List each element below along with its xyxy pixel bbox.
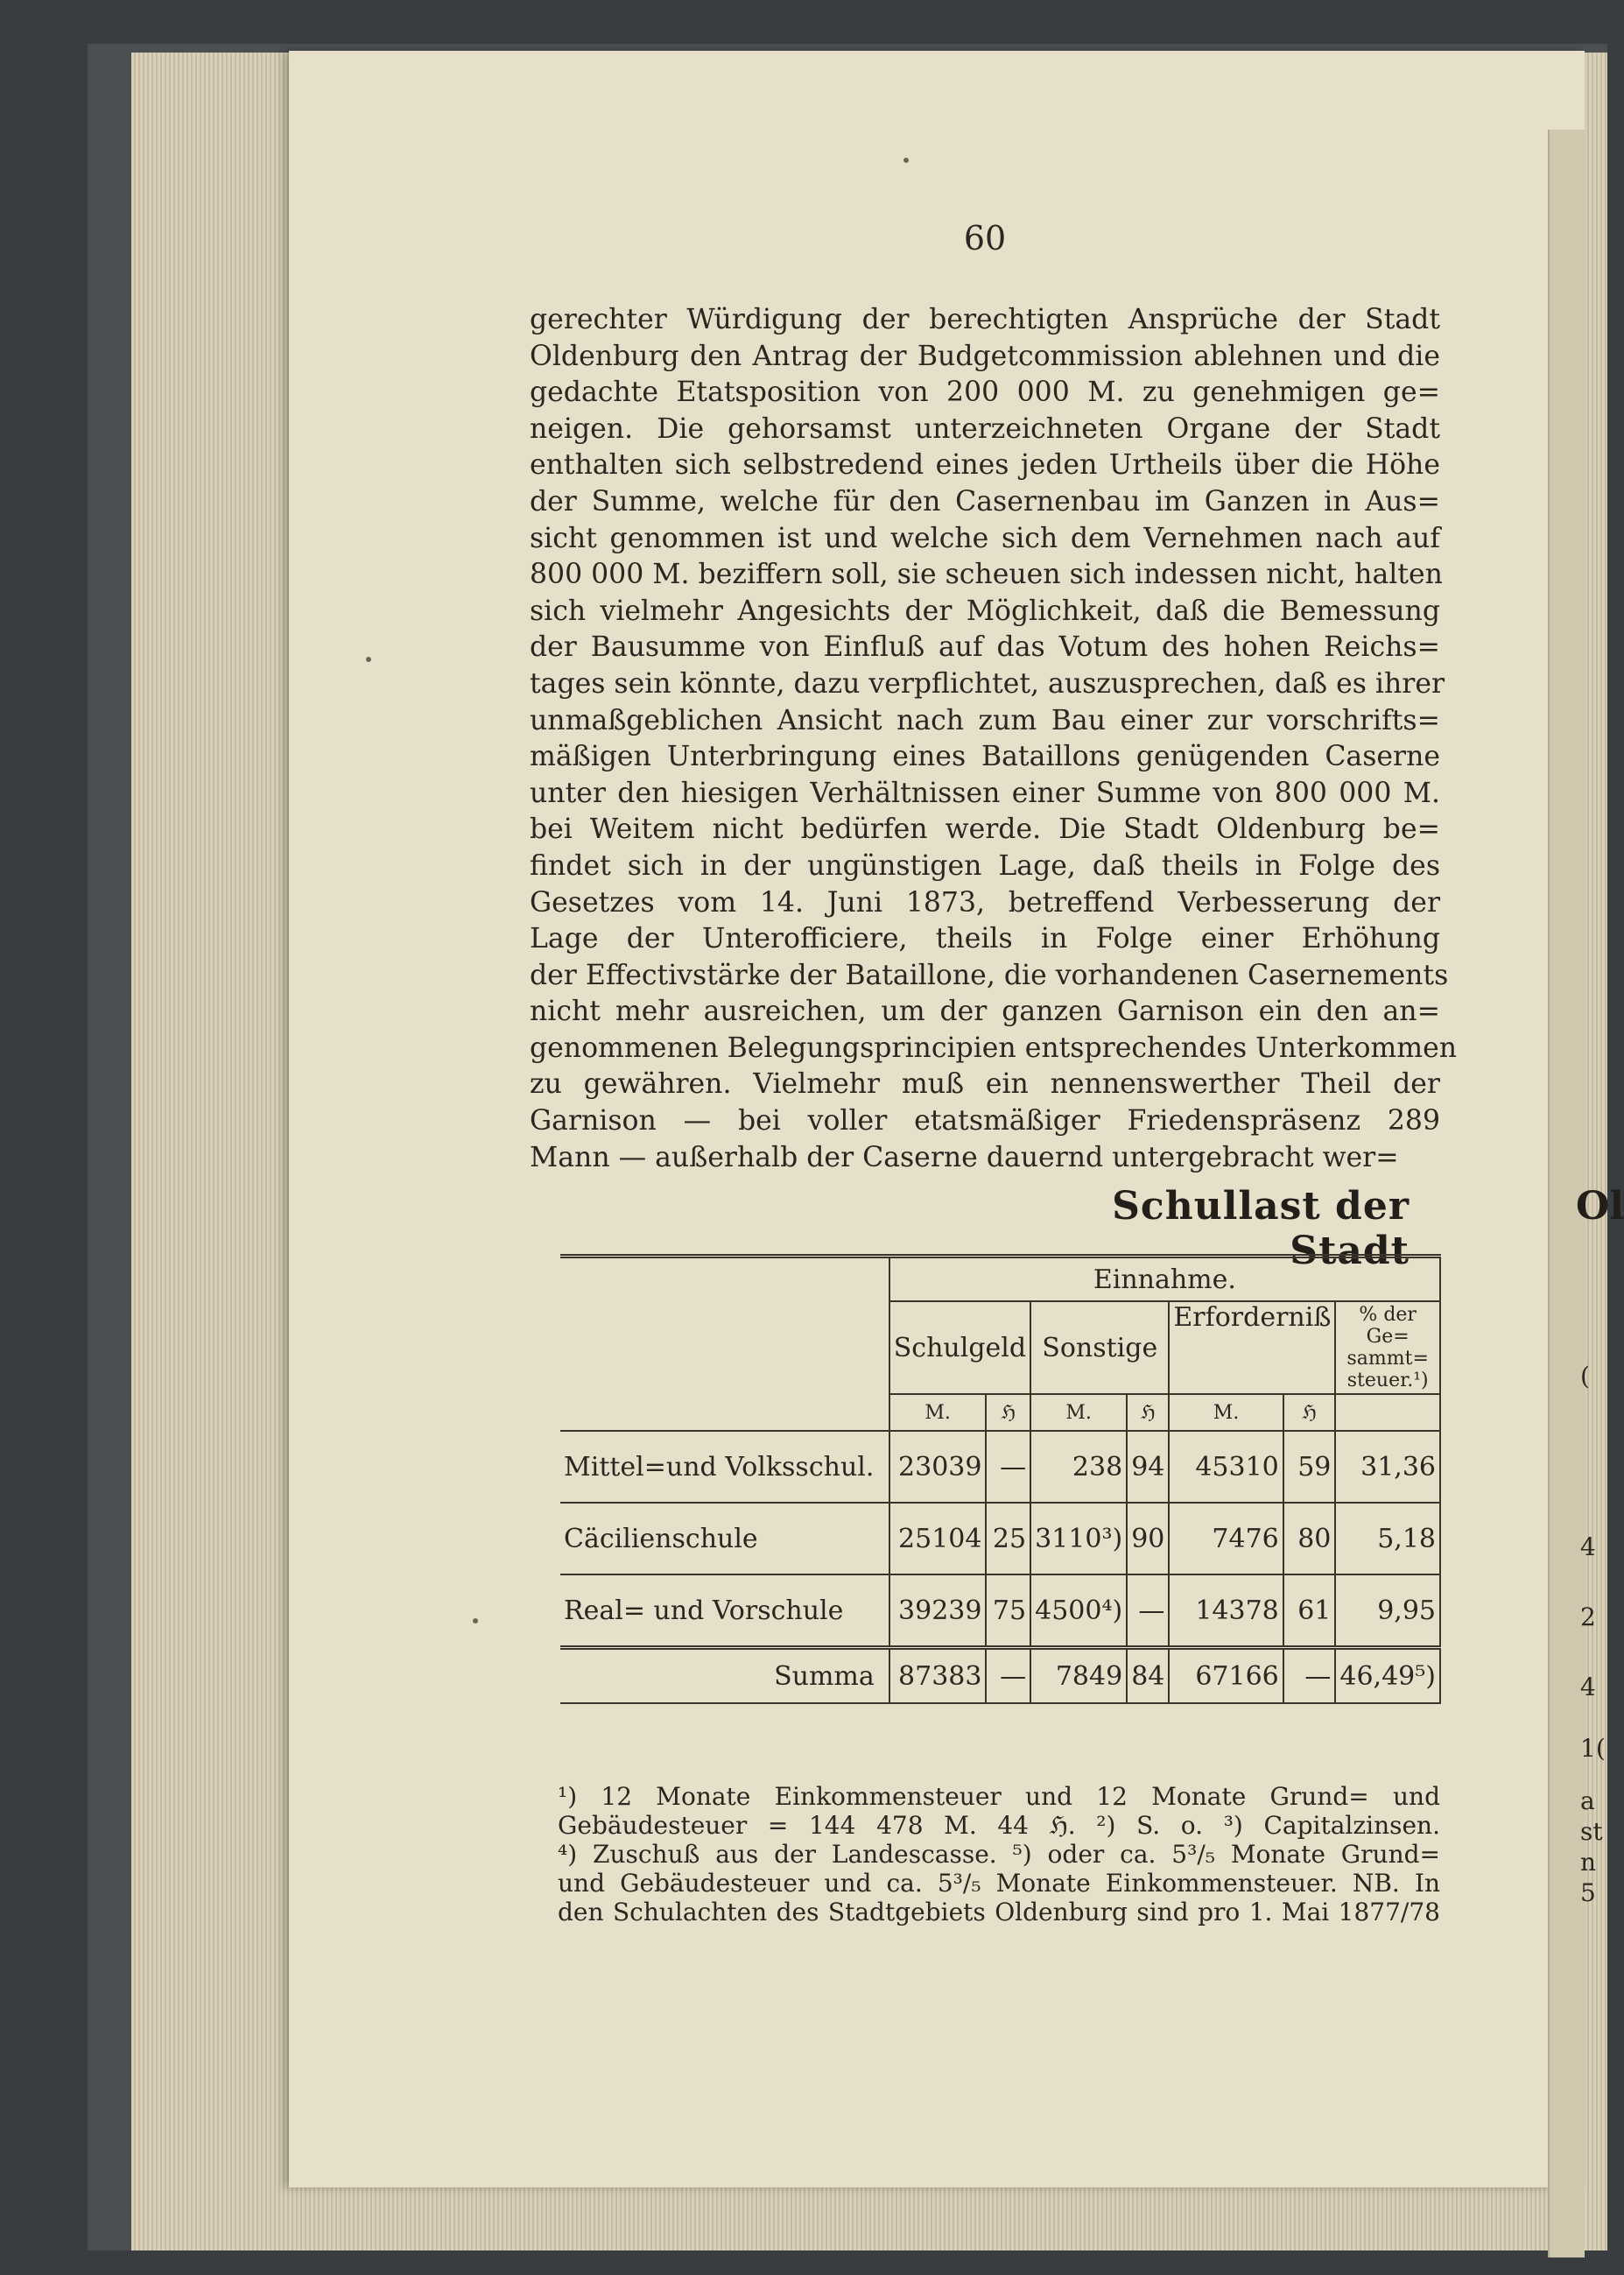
text-line: enthalten sich selbstredend eines jeden Urtheils über die Höhe [530, 449, 1440, 482]
next-page-fragment: ( [1580, 1362, 1590, 1391]
table-row [560, 1503, 1440, 1574]
school-costs-table [560, 1254, 1441, 1704]
text-line: sich vielmehr Angesichts der Möglichkeit, daß die Bemessung [530, 595, 1440, 627]
next-page-fragment: 5 [1580, 1878, 1596, 1907]
next-page-fragment: 4 [1580, 1673, 1596, 1701]
text-line: unmaßgeblichen Ansicht nach zum Bau einer zur vorschrifts= [530, 704, 1440, 736]
text-line: unter den hiesigen Verhältnissen einer Summe von 800 000 M. [530, 777, 1440, 809]
erforderniss-header: Erforderniß [1169, 1301, 1335, 1394]
row-label: Cäcilienschule [560, 1503, 889, 1574]
text-line: Garnison — bei voller etatsmäßiger Friedenspräsenz 289 [530, 1105, 1440, 1138]
row-label: Real= und Vorschule [560, 1574, 889, 1648]
next-page-fragment: 1( [1580, 1734, 1606, 1763]
erforderniss-pfennig: 59 [1283, 1431, 1336, 1503]
erforderniss-mark: 7476 [1169, 1503, 1283, 1574]
erforderniss-pfennig: 61 [1283, 1574, 1336, 1648]
sonstige-pfennig: 90 [1127, 1503, 1169, 1574]
table-row [560, 1574, 1440, 1648]
next-page-fragment: 4 [1580, 1532, 1596, 1561]
table-row [560, 1431, 1440, 1503]
percent-value: 9,95 [1335, 1574, 1440, 1648]
schulgeld-mark: 87383 [889, 1648, 987, 1704]
text-line: mäßigen Unterbringung eines Bataillons genügenden Caserne [530, 741, 1440, 773]
text-line: neigen. Die gehorsamst unterzeichneten Organe der Stadt [530, 412, 1440, 445]
footnotes [558, 1782, 1440, 1926]
sum-label: Summa [560, 1648, 889, 1704]
footnote-line: Gebäudesteuer = 144 478 M. 44 ℌ. ²) S. o. ³) Capitalzinsen. [558, 1811, 1440, 1840]
next-page-fragment: n [1580, 1848, 1597, 1877]
sonstige-mark: 3110³) [1030, 1503, 1127, 1574]
sonstige-pfennig: 84 [1127, 1648, 1169, 1704]
schulgeld-mark: 25104 [889, 1503, 987, 1574]
paper-speck [903, 158, 909, 163]
next-page-fragment: a [1580, 1786, 1595, 1815]
text-line: Oldenburg den Antrag der Budgetcommission ablehnen und die [530, 340, 1440, 372]
sonstige-header: Sonstige [1030, 1301, 1169, 1394]
sonstige-mark: 7849 [1030, 1648, 1127, 1704]
paper-speck [473, 1618, 478, 1623]
footnote-line: ⁴) Zuschuß aus der Landescasse. ⁵) oder ca. 5³/₅ Monate Grund= [558, 1840, 1440, 1869]
sum-row [560, 1648, 1440, 1704]
percent-value: 5,18 [1335, 1503, 1440, 1574]
text-line: genommenen Belegungsprincipien entsprechendes Unterkommen [530, 1032, 1458, 1064]
schulgeld-pfennig: 75 [986, 1574, 1030, 1648]
footnote-line: den Schulachten des Stadtgebiets Oldenburg sind pro 1. Mai 1877/78 [558, 1898, 1440, 1926]
unit-mark: M. [1030, 1394, 1127, 1431]
text-line: zu gewähren. Vielmehr muß ein nennenswerther Theil der [530, 1068, 1440, 1101]
text-line: bei Weitem nicht bedürfen werde. Die Stadt Oldenburg be= [530, 814, 1440, 846]
unit-pfennig: ℌ [1283, 1394, 1336, 1431]
erforderniss-pfennig: 80 [1283, 1503, 1336, 1574]
text-line: der Effectivstärke der Bataillone, die vorhandenen Casernements [530, 959, 1449, 991]
text-line: tages sein könnte, dazu verpflichtet, auszusprechen, daß es ihrer [530, 667, 1445, 700]
table-title: Schullast der Stadt [1112, 1184, 1410, 1273]
body-text [530, 302, 1458, 1176]
schulgeld-mark: 23039 [889, 1431, 987, 1503]
next-page-fragment: 2 [1580, 1602, 1596, 1631]
percent-unit [1335, 1394, 1440, 1431]
schulgeld-pfennig: 25 [986, 1503, 1030, 1574]
sonstige-pfennig: — [1127, 1574, 1169, 1648]
row-label: Mittel=und Volksschul. [560, 1431, 889, 1503]
text-line: sicht genommen ist und welche sich dem Vernehmen nach auf [530, 522, 1440, 554]
next-page-title-fragment: Ol [1576, 1184, 1624, 1229]
text-line: Gesetzes vom 14. Juni 1873, betreffend Verbesserung der [530, 886, 1440, 919]
text-line: der Bausumme von Einfluß auf das Votum des hohen Reichs= [530, 631, 1440, 664]
text-line: 800 000 M. beziffern soll, sie scheuen sich indessen nicht, halten [530, 559, 1443, 591]
unit-mark: M. [1169, 1394, 1283, 1431]
footnote-line: ¹) 12 Monate Einkommensteuer und 12 Monate Grund= und [558, 1782, 1440, 1811]
schulgeld-pfennig: — [986, 1648, 1030, 1704]
income-group-header: Einnahme. [889, 1257, 1440, 1302]
page-number: 60 [963, 219, 1007, 257]
text-line: findet sich in der ungünstigen Lage, daß theils in Folge des [530, 849, 1440, 882]
percent-header: % der Ge= sammt= steuer.¹) [1335, 1301, 1440, 1394]
erforderniss-mark: 67166 [1169, 1648, 1283, 1704]
unit-pfennig: ℌ [1127, 1394, 1169, 1431]
erforderniss-pfennig: — [1283, 1648, 1336, 1704]
text-line: gerechter Würdigung der berechtigten Ansprüche der Stadt [530, 304, 1440, 335]
text-line: der Summe, welche für den Casernenbau im Ganzen in Aus= [530, 485, 1440, 518]
paper-speck [366, 657, 371, 662]
unit-pfennig: ℌ [986, 1394, 1030, 1431]
schulgeld-pfennig: — [986, 1431, 1030, 1503]
sonstige-mark: 238 [1030, 1431, 1127, 1503]
text-line: Lage der Unterofficiere, theils in Folge einer Erhöhung [530, 923, 1440, 955]
percent-value: 46,49⁵) [1335, 1648, 1440, 1704]
footnote-line: und Gebäudesteuer und ca. 5³/₅ Monate Einkommensteuer. NB. In [558, 1869, 1440, 1898]
unit-mark: M. [889, 1394, 987, 1431]
sonstige-pfennig: 94 [1127, 1431, 1169, 1503]
schulgeld-mark: 39239 [889, 1574, 987, 1648]
next-page-fragment: st [1580, 1817, 1603, 1846]
row-label-header [560, 1257, 889, 1432]
erforderniss-mark: 14378 [1169, 1574, 1283, 1648]
text-line: Mann — außerhalb der Caserne dauernd untergebracht wer= [530, 1141, 1399, 1173]
erforderniss-mark: 45310 [1169, 1431, 1283, 1503]
text-line: nicht mehr ausreichen, um der ganzen Garnison ein den an= [530, 996, 1440, 1028]
schulgeld-header: Schulgeld [889, 1301, 1030, 1394]
percent-value: 31,36 [1335, 1431, 1440, 1503]
sonstige-mark: 4500⁴) [1030, 1574, 1127, 1648]
text-line: gedachte Etatsposition von 200 000 M. zu genehmigen ge= [530, 377, 1440, 409]
